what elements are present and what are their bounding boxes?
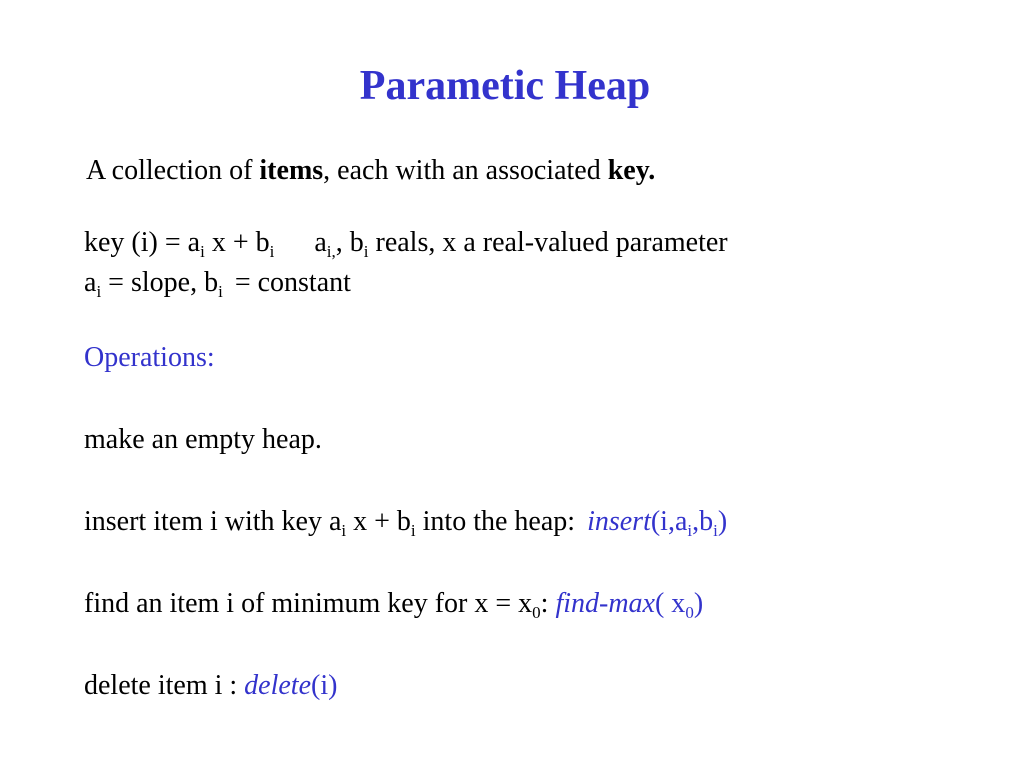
subscript: 0 [685, 603, 694, 622]
slope-rest: = constant [227, 267, 351, 298]
operation-delete [84, 669, 337, 703]
key-term: key. [607, 155, 656, 186]
operation-find [84, 587, 703, 621]
insert-args-close: ) [717, 506, 728, 537]
coeff-description: reals, x a real-valued parameter [368, 227, 728, 258]
operations-heading: Operations: [84, 342, 215, 373]
subscript: i [363, 242, 369, 261]
key-formula-mid: x + b [204, 227, 270, 258]
operation-make: make an empty heap. [84, 424, 322, 455]
find-args-close: ) [693, 588, 704, 619]
subscript: 0 [532, 603, 541, 622]
subscript: i [713, 521, 718, 540]
insert-prefix: insert item i with key a [84, 506, 342, 537]
insert-args-open: (i,a [650, 506, 688, 537]
find-prefix: find an item i of minimum key for x = x [84, 588, 533, 619]
find-colon: : [540, 588, 556, 619]
intro-line [86, 154, 655, 188]
subscript: i [200, 242, 205, 261]
insert-rest: into the heap: [415, 506, 583, 537]
intro-text-2: , each with an associated [323, 155, 608, 186]
insert-args-mid: ,b [692, 506, 714, 537]
intro-text-1: A collection of [86, 155, 260, 186]
slope-definition-line [84, 266, 351, 300]
subscript: i [269, 242, 275, 261]
insert-mid: x + b [346, 506, 411, 537]
operation-insert [84, 505, 727, 539]
items-term: items [259, 155, 324, 186]
subscript: i [687, 521, 693, 540]
subscript: i, [326, 242, 336, 261]
find-call [555, 588, 704, 622]
delete-prefix: delete item i : [84, 670, 245, 701]
key-formula-prefix: key (i) = a [84, 227, 201, 258]
coeff-label-a: a [314, 227, 327, 258]
slide-title: Parametic Heap [359, 63, 651, 109]
delete-args: (i) [311, 670, 338, 701]
delete-call [244, 670, 337, 701]
insert-call [587, 506, 728, 540]
slope-a: a [84, 267, 97, 298]
key-definition-line [84, 226, 728, 260]
delete-fn-name: delete [244, 670, 312, 701]
subscript: i [341, 521, 347, 540]
find-fn-name: find-max [555, 588, 655, 619]
subscript: i [96, 282, 102, 301]
subscript: i [410, 521, 416, 540]
coeff-label-b: , b [335, 227, 364, 258]
find-args-open: ( x [654, 588, 686, 619]
insert-fn-name: insert [587, 506, 651, 537]
slope-mid: = slope, b [101, 267, 219, 298]
subscript: i [218, 282, 223, 301]
